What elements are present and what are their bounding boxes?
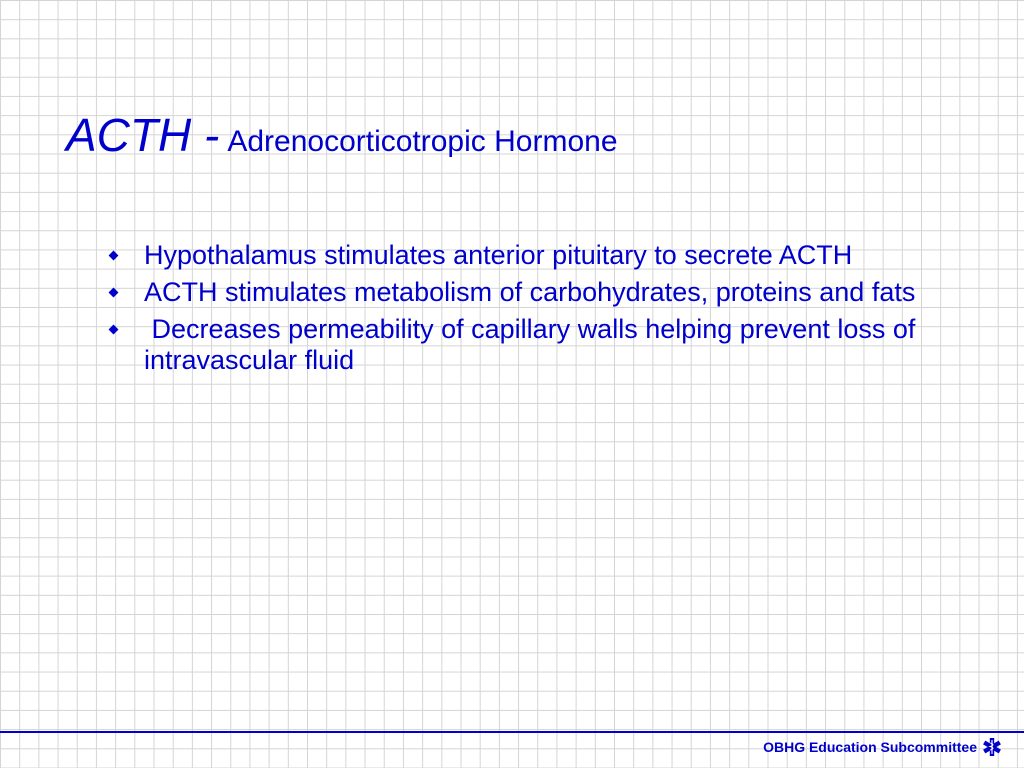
footer-text: OBHG Education Subcommittee <box>763 739 977 755</box>
bullet-text: ACTH stimulates metabolism of carbohydrates, proteins and fats <box>144 277 916 307</box>
bullet-list <box>108 240 928 382</box>
star-of-life-icon <box>982 737 1002 757</box>
bullet-item <box>108 314 928 376</box>
bullet-text: Hypothalamus stimulates anterior pituitary to secrete ACTH <box>144 240 853 270</box>
diamond-bullet-icon <box>109 288 119 298</box>
title-acronym: ACTH - <box>66 109 220 161</box>
bullet-item <box>108 277 928 308</box>
diamond-bullet-icon <box>109 251 119 261</box>
bullet-item <box>108 240 928 271</box>
footer <box>763 736 1002 758</box>
diamond-bullet-icon <box>109 325 119 335</box>
bullet-text: Decreases permeability of capillary walls helping prevent loss of intravascular fluid <box>144 314 923 375</box>
footer-divider <box>0 731 1024 733</box>
title-subtitle: Adrenocorticotropic Hormone <box>227 125 618 158</box>
slide-title <box>66 108 618 162</box>
